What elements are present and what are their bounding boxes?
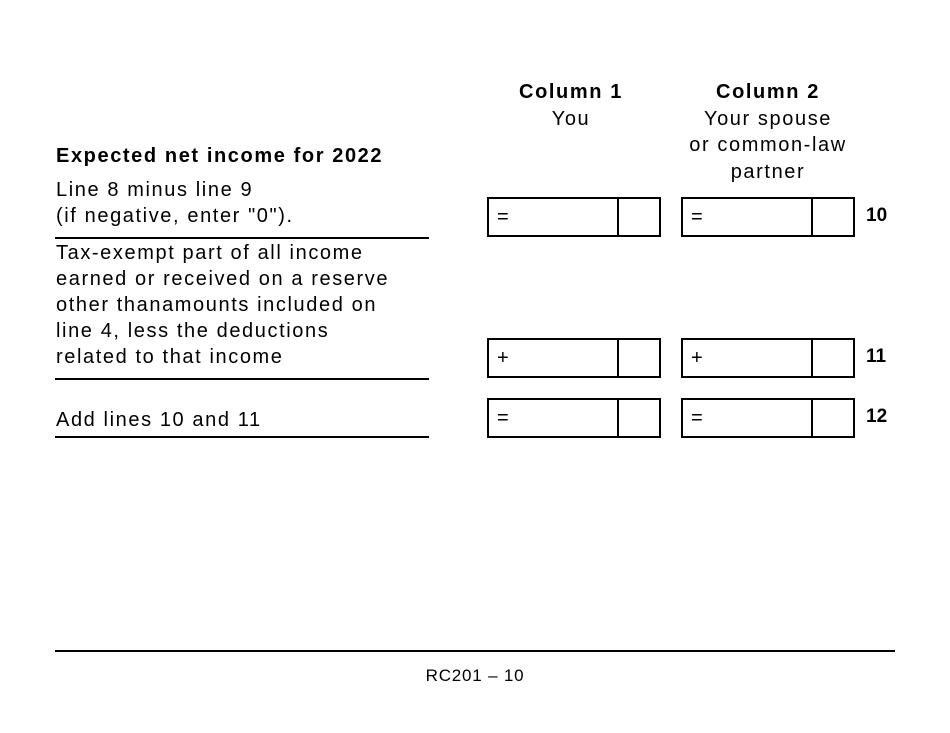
row-11-text-line-1: Tax-exempt part of all income bbox=[56, 242, 364, 264]
line-12-col1-dollars-input[interactable] bbox=[515, 404, 611, 432]
cents-divider bbox=[811, 199, 813, 235]
line-11-column-1-field bbox=[487, 338, 661, 378]
line-12-col2-symbol: = bbox=[691, 407, 703, 429]
line-12-col2-cents-input[interactable] bbox=[817, 404, 851, 432]
line-number-11: 11 bbox=[866, 346, 887, 367]
cents-divider bbox=[811, 340, 813, 376]
section-heading: Expected net income for 2022 bbox=[56, 145, 384, 167]
column-1-subtitle: You bbox=[551, 107, 591, 130]
row-12-text-line-1: Add lines 10 and 11 bbox=[56, 409, 262, 431]
column-2-subtitle-line-3: partner bbox=[730, 160, 806, 183]
line-12-col1-cents-input[interactable] bbox=[623, 404, 657, 432]
row-11-text-line-4: line 4, less the deductions bbox=[56, 320, 330, 342]
line-11-col2-symbol: + bbox=[691, 347, 703, 369]
line-number-12: 12 bbox=[866, 406, 888, 427]
line-10-col2-symbol: = bbox=[691, 206, 703, 228]
row-divider bbox=[55, 436, 429, 438]
cents-divider bbox=[617, 199, 619, 235]
column-2-header bbox=[668, 79, 868, 185]
row-11-text-line-2: earned or received on a reserve bbox=[56, 268, 390, 290]
row-11-text-line-3: other thanamounts included on bbox=[56, 294, 378, 316]
cents-divider bbox=[811, 400, 813, 436]
line-12-col1-symbol: = bbox=[497, 407, 509, 429]
line-10-col1-symbol: = bbox=[497, 206, 509, 228]
cents-divider bbox=[617, 400, 619, 436]
line-10-col1-dollars-input[interactable] bbox=[515, 203, 611, 231]
page-footer-label: RC201 – 10 bbox=[425, 666, 525, 685]
line-10-col2-cents-input[interactable] bbox=[817, 203, 851, 231]
column-2-subtitle-line-2: or common-law bbox=[689, 134, 847, 156]
line-12-col2-dollars-input[interactable] bbox=[709, 404, 805, 432]
line-11-col1-cents-input[interactable] bbox=[623, 344, 657, 372]
row-10-description bbox=[56, 177, 294, 229]
line-10-col2-dollars-input[interactable] bbox=[709, 203, 805, 231]
line-10-column-2-field bbox=[681, 197, 855, 237]
line-11-col1-symbol: + bbox=[497, 347, 509, 369]
line-11-col2-cents-input[interactable] bbox=[817, 344, 851, 372]
column-1-header bbox=[471, 79, 671, 132]
line-11-column-2-field bbox=[681, 338, 855, 378]
row-11-description bbox=[56, 240, 389, 370]
cents-divider bbox=[617, 340, 619, 376]
line-11-col2-dollars-input[interactable] bbox=[709, 344, 805, 372]
line-12-column-1-field bbox=[487, 398, 661, 438]
row-10-text-line-1: Line 8 minus line 9 bbox=[56, 179, 254, 201]
line-number-10: 10 bbox=[866, 205, 888, 226]
column-2-title: Column 2 bbox=[716, 81, 820, 103]
line-10-col1-cents-input[interactable] bbox=[623, 203, 657, 231]
row-divider bbox=[55, 378, 429, 380]
row-10-text-line-2: (if negative, enter "0"). bbox=[56, 205, 294, 227]
column-1-title: Column 1 bbox=[519, 81, 623, 103]
line-11-col1-dollars-input[interactable] bbox=[515, 344, 611, 372]
footer-rule bbox=[55, 650, 895, 652]
line-10-column-1-field bbox=[487, 197, 661, 237]
row-divider bbox=[55, 237, 429, 239]
column-2-subtitle-line-1: Your spouse bbox=[703, 107, 833, 130]
row-12-description bbox=[56, 407, 262, 433]
line-12-column-2-field bbox=[681, 398, 855, 438]
row-11-text-line-5: related to that income bbox=[56, 346, 284, 368]
